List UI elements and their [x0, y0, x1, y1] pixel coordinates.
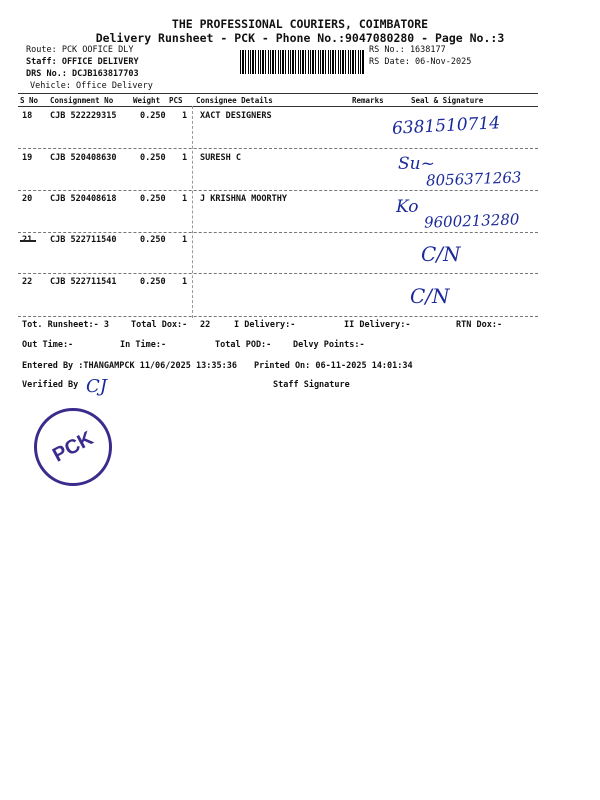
stamp-text: PCK	[49, 427, 97, 467]
row-handwritten-signature: 8056371263	[425, 168, 522, 190]
total-pod: Total POD:-	[215, 340, 272, 350]
row-sno: 20	[22, 194, 33, 204]
strike-mark	[20, 240, 36, 242]
row-pcs: 1	[182, 235, 188, 245]
row-sno: 19	[22, 153, 33, 163]
col-consignee: Consignee Details	[196, 96, 273, 105]
route-label: Route: PCK OOFICE DLY	[26, 45, 134, 55]
col-seal-signature: Seal & Signature	[411, 96, 484, 105]
rs-date: RS Date: 06-Nov-2025	[369, 57, 472, 67]
in-time: In Time:-	[120, 340, 167, 350]
row-consignee: XACT DESIGNERS	[200, 111, 272, 121]
row-weight: 0.250	[140, 111, 166, 121]
row-sno: 21	[22, 235, 33, 245]
col-weight: Weight	[133, 96, 161, 105]
row-pcs: 1	[182, 153, 188, 163]
row-consignee: SURESH C	[200, 153, 241, 163]
row-pcs: 1	[182, 111, 188, 121]
row-weight: 0.250	[140, 153, 166, 163]
row-handwritten-signature: C/N	[421, 242, 461, 266]
delvy-points: Delvy Points:-	[293, 340, 365, 350]
row-consignment: CJB 522711541	[50, 277, 117, 287]
total-dox-label: Total Dox:-	[131, 320, 188, 330]
printed-on: Printed On: 06-11-2025 14:01:34	[254, 361, 413, 371]
company-title: THE PROFESSIONAL COURIERS, COIMBATORE	[171, 17, 429, 31]
row-divider	[18, 273, 538, 274]
verified-by-label: Verified By	[22, 380, 79, 390]
row-weight: 0.250	[140, 194, 166, 204]
signature-scribble: Ko	[396, 197, 419, 217]
header-top-rule	[18, 93, 538, 94]
col-sno: S No	[20, 96, 39, 105]
row-pcs: 1	[182, 277, 188, 287]
i-delivery: I Delivery:-	[234, 320, 296, 330]
row-handwritten-signature: C/N	[410, 284, 450, 308]
tot-runsheet: Tot. Runsheet:- 3	[22, 320, 109, 330]
row-consignment: CJB 520408618	[50, 194, 117, 204]
rtn-dox: RTN Dox:-	[456, 320, 503, 330]
row-handwritten-signature: 6381510714	[391, 113, 501, 139]
row-weight: 0.250	[140, 277, 166, 287]
row-sno: 18	[22, 111, 33, 121]
header-bottom-rule	[18, 106, 538, 107]
consignee-divider	[192, 106, 193, 318]
staff-label: Staff: OFFICE DELIVERY	[26, 57, 139, 67]
staff-signature-label: Staff Signature	[273, 380, 350, 390]
row-divider	[18, 190, 538, 191]
signature-scribble: Su~	[398, 154, 435, 174]
total-dox-value: 22	[200, 320, 211, 330]
entered-by: Entered By :THANGAMPCK 11/06/2025 13:35:36	[22, 361, 237, 371]
barcode	[240, 50, 365, 74]
row-sno: 22	[22, 277, 33, 287]
row-weight: 0.250	[140, 235, 166, 245]
verified-signature: CJ	[86, 376, 107, 397]
row-handwritten-signature: 9600213280	[423, 210, 520, 232]
rs-number: RS No.: 1638177	[369, 45, 446, 55]
row-consignee: J KRISHNA MOORTHY	[200, 194, 287, 204]
col-remarks: Remarks	[352, 96, 384, 105]
pck-stamp	[34, 408, 112, 486]
col-consignment: Consignment No	[50, 96, 114, 105]
row-divider	[18, 316, 538, 317]
out-time: Out Time:-	[22, 340, 74, 350]
runsheet-title: Delivery Runsheet - PCK - Phone No.:9047080280 - Page No.:3	[95, 31, 505, 45]
vehicle-label: Vehicle: Office Delivery	[30, 81, 153, 91]
row-consignment: CJB 522229315	[50, 111, 117, 121]
row-consignment: CJB 520408630	[50, 153, 117, 163]
drs-number: DRS No.: DCJB163817703	[26, 69, 139, 79]
col-pcs: PCS	[169, 96, 183, 105]
row-divider	[18, 232, 538, 233]
row-pcs: 1	[182, 194, 188, 204]
ii-delivery: II Delivery:-	[344, 320, 411, 330]
row-divider	[18, 148, 538, 149]
row-consignment: CJB 522711540	[50, 235, 117, 245]
